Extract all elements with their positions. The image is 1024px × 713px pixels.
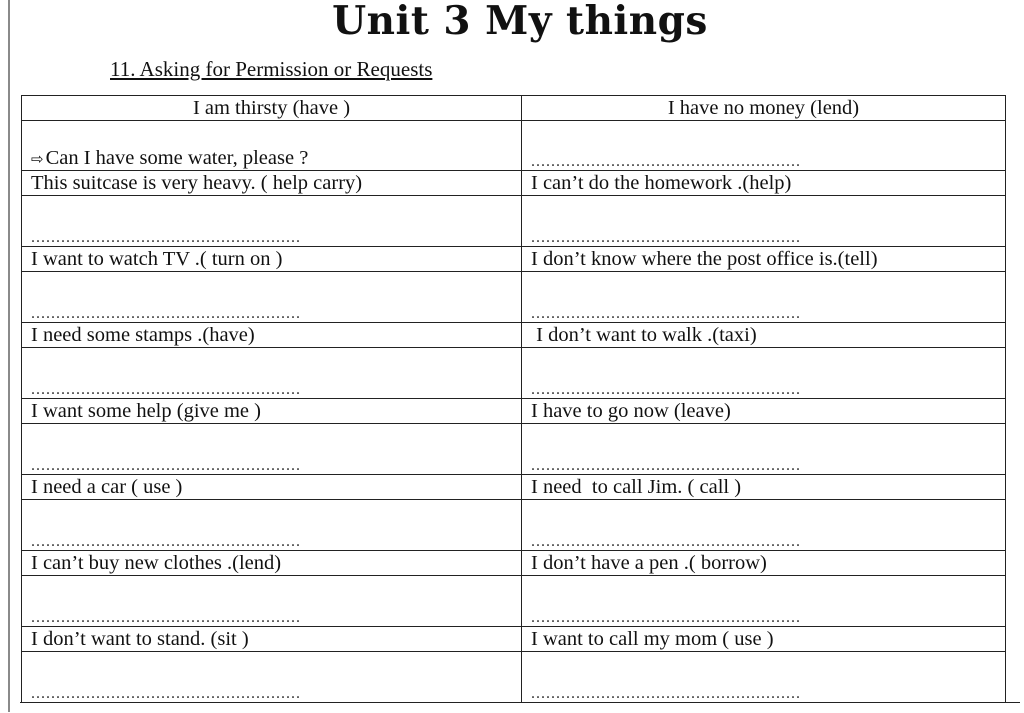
header-cell: I have no money (lend)	[522, 96, 1006, 121]
page-bottom-edge	[20, 702, 1020, 713]
prompt-cell: I need to call Jim. ( call )	[522, 475, 1006, 500]
answer-blank[interactable]: ......................................................	[31, 229, 301, 246]
prompt-cell: I don’t want to walk .(taxi)	[522, 323, 1006, 348]
answer-blank-cell[interactable]	[22, 652, 522, 703]
prompt-cell: I need a car ( use )	[22, 475, 522, 500]
exercise-table	[21, 95, 1006, 703]
example-answer-cell	[22, 121, 522, 171]
answer-blank[interactable]: ......................................................	[531, 533, 801, 550]
answer-blank[interactable]: ......................................................	[531, 685, 801, 702]
answer-blank[interactable]: ......................................................	[31, 305, 301, 322]
answer-blank[interactable]: ......................................................	[531, 609, 801, 626]
answer-row	[22, 121, 1006, 171]
table-header-row	[22, 96, 1006, 121]
answer-blank-cell[interactable]	[22, 424, 522, 475]
prompt-cell: I want to call my mom ( use )	[522, 627, 1006, 652]
prompt-cell: I don’t know where the post office is.(tell)	[522, 247, 1006, 272]
prompt-row	[22, 171, 1006, 196]
answer-blank[interactable]: ......................................................	[31, 533, 301, 550]
answer-row	[22, 576, 1006, 627]
prompt-cell: I can’t buy new clothes .(lend)	[22, 551, 522, 576]
answer-blank-cell[interactable]	[522, 121, 1006, 171]
answer-blank[interactable]: ......................................................	[531, 153, 801, 170]
prompt-cell: I can’t do the homework .(help)	[522, 171, 1006, 196]
answer-blank-cell[interactable]	[22, 196, 522, 247]
prompt-row	[22, 399, 1006, 424]
prompt-cell: I don’t have a pen .( borrow)	[522, 551, 1006, 576]
answer-blank[interactable]: ......................................................	[31, 685, 301, 702]
page-left-border	[8, 0, 10, 712]
answer-row	[22, 196, 1006, 247]
answer-blank-cell[interactable]	[522, 196, 1006, 247]
answer-row	[22, 500, 1006, 551]
page-title: Unit 3 My things	[332, 0, 708, 44]
prompt-row	[22, 323, 1006, 348]
answer-row	[22, 272, 1006, 323]
answer-blank[interactable]: ......................................................	[31, 609, 301, 626]
section-heading: 11. Asking for Permission or Requests	[110, 57, 433, 81]
prompt-cell: This suitcase is very heavy. ( help carry)	[22, 171, 522, 196]
prompt-row	[22, 627, 1006, 652]
answer-blank[interactable]: ......................................................	[31, 457, 301, 474]
prompt-cell: I don’t want to stand. (sit )	[22, 627, 522, 652]
answer-blank-cell[interactable]	[522, 272, 1006, 323]
example-answer: Can I have some water, please ?	[45, 147, 309, 169]
answer-blank[interactable]: ......................................................	[531, 381, 801, 398]
answer-blank-cell[interactable]	[22, 500, 522, 551]
prompt-cell: I want some help (give me )	[22, 399, 522, 424]
prompt-cell: I have to go now (leave)	[522, 399, 1006, 424]
answer-blank-cell[interactable]	[22, 576, 522, 627]
answer-blank-cell[interactable]	[522, 500, 1006, 551]
answer-blank[interactable]: ......................................................	[531, 229, 801, 246]
answer-blank-cell[interactable]	[22, 348, 522, 399]
answer-blank[interactable]: ......................................................	[531, 305, 801, 322]
answer-row	[22, 424, 1006, 475]
prompt-cell: I need some stamps .(have)	[22, 323, 522, 348]
answer-blank-cell[interactable]	[522, 576, 1006, 627]
answer-blank[interactable]: ......................................................	[531, 457, 801, 474]
answer-row	[22, 652, 1006, 703]
answer-blank-cell[interactable]	[22, 272, 522, 323]
prompt-row	[22, 475, 1006, 500]
answer-blank-cell[interactable]	[522, 348, 1006, 399]
right-arrow-icon: ⇨	[31, 150, 44, 168]
answer-blank[interactable]: ......................................................	[31, 381, 301, 398]
answer-blank-cell[interactable]	[522, 652, 1006, 703]
prompt-row	[22, 247, 1006, 272]
answer-row	[22, 348, 1006, 399]
prompt-cell: I want to watch TV .( turn on )	[22, 247, 522, 272]
answer-blank-cell[interactable]	[522, 424, 1006, 475]
prompt-row	[22, 551, 1006, 576]
header-cell: I am thirsty (have )	[22, 96, 522, 121]
